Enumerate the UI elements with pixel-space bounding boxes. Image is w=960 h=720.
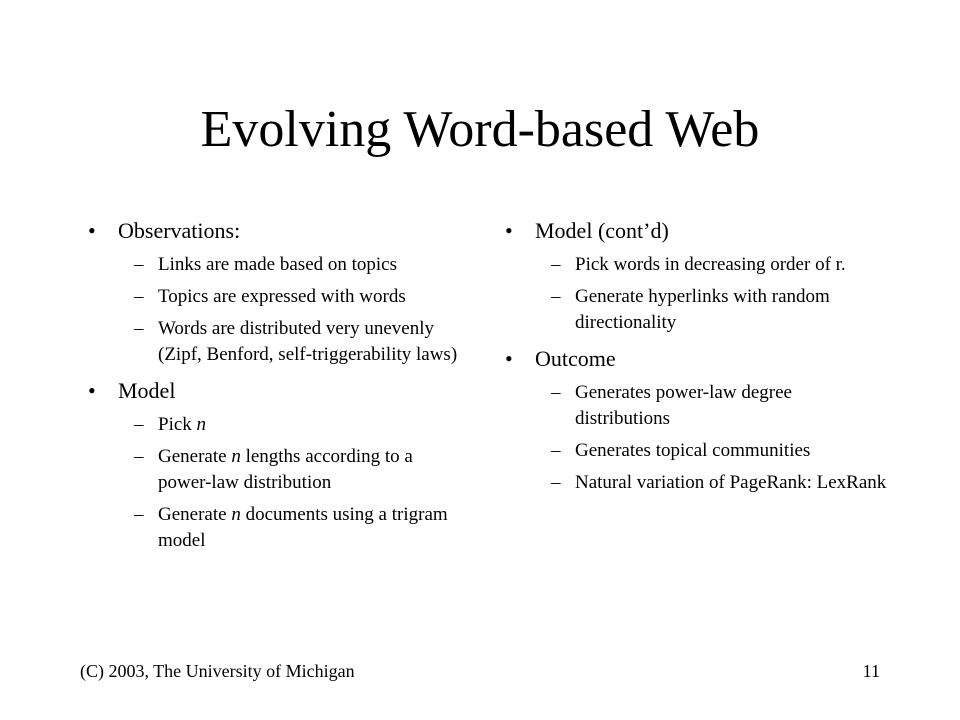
sub-item: [118, 502, 468, 554]
sub-item: [535, 470, 890, 496]
sub-item: [535, 380, 890, 432]
sub-item: [118, 444, 468, 496]
sub-item: [535, 438, 890, 464]
sub-item: [118, 316, 468, 368]
dash-icon: –: [551, 382, 561, 403]
sub-list: [535, 380, 890, 496]
bullet-icon: •: [88, 378, 96, 403]
bullet-label: Model (cont’d): [535, 218, 669, 243]
sub-item-text: Natural variation of PageRank: LexRank: [575, 472, 887, 493]
slide-title: Evolving Word-based Web: [200, 101, 760, 158]
bullet-outcome: [505, 344, 890, 496]
sub-item-text: Pick n: [158, 414, 207, 435]
sub-item-text: Generate hyperlinks with random directionality: [575, 286, 830, 333]
dash-icon: –: [551, 254, 561, 275]
bullet-model-contd: [505, 216, 890, 336]
left-column: [88, 216, 468, 560]
bullet-label: Observations:: [118, 218, 241, 243]
dash-icon: –: [134, 286, 144, 307]
sub-item-text: Pick words in decreasing order of r.: [575, 254, 846, 275]
right-column: [505, 216, 890, 502]
dash-icon: –: [551, 286, 561, 307]
dash-icon: –: [134, 414, 144, 435]
bullet-icon: •: [505, 346, 513, 371]
sub-item: [118, 252, 468, 278]
footer-copyright: (C) 2003, The University of Michigan: [80, 661, 355, 681]
sub-item-text: Words are distributed very unevenly (Zipf, Benford, self-triggerability laws): [158, 318, 458, 365]
bullet-icon: •: [505, 218, 513, 243]
sub-item-text: Links are made based on topics: [158, 254, 398, 275]
sub-list: [118, 412, 468, 554]
dash-icon: –: [551, 440, 561, 461]
dash-icon: –: [134, 254, 144, 275]
bullet-model: [88, 376, 468, 554]
bullet-observations: [88, 216, 468, 368]
bullet-label: Model: [118, 378, 176, 403]
sub-item: [535, 252, 890, 278]
page-number: 11: [862, 661, 880, 681]
sub-item-text: Generates topical communities: [575, 440, 811, 461]
sub-list: [535, 252, 890, 336]
sub-item: [118, 412, 468, 438]
bullet-icon: •: [88, 218, 96, 243]
sub-item-text: Generate n documents using a trigram model: [158, 504, 448, 551]
sub-item-text: Generates power-law degree distributions: [575, 382, 792, 429]
dash-icon: –: [134, 446, 144, 467]
sub-item: [118, 284, 468, 310]
dash-icon: –: [551, 472, 561, 493]
sub-item-text: Generate n lengths according to a power-law distribution: [158, 446, 413, 493]
sub-list: [118, 252, 468, 368]
dash-icon: –: [134, 504, 144, 525]
bullet-label: Outcome: [535, 346, 616, 371]
sub-item-text: Topics are expressed with words: [158, 286, 406, 307]
sub-item: [535, 284, 890, 336]
dash-icon: –: [134, 318, 144, 339]
